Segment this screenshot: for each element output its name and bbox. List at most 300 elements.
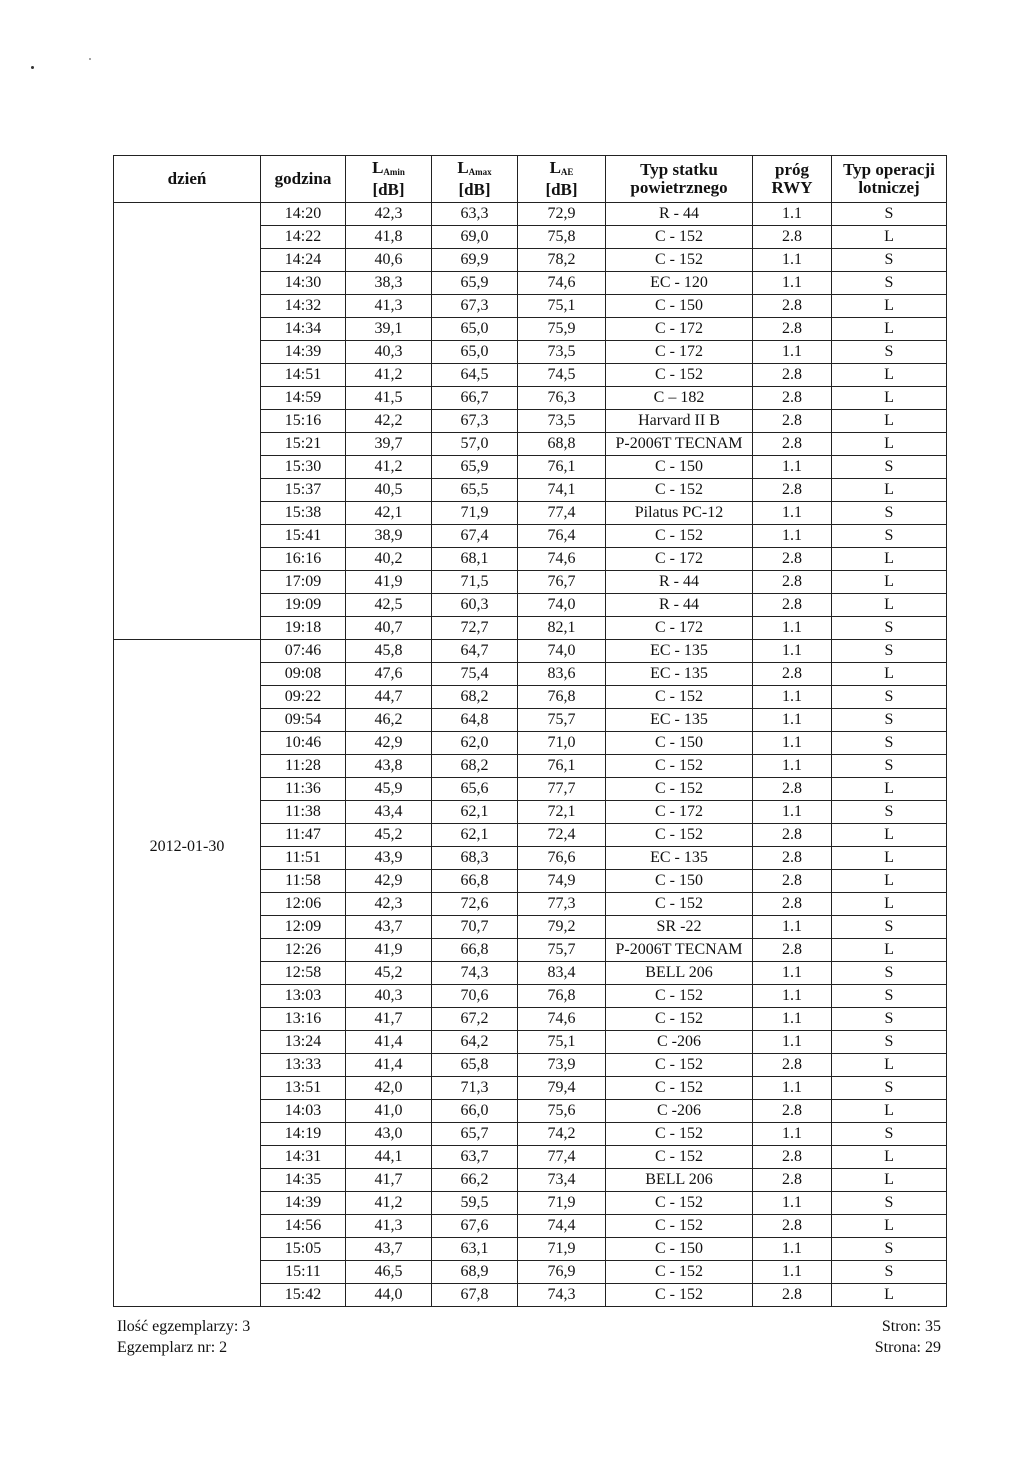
lamin-cell: 41,7: [346, 1008, 432, 1031]
operation-cell: S: [832, 617, 947, 640]
lae-cell: 77,3: [518, 893, 606, 916]
aircraft-cell: BELL 206: [606, 962, 753, 985]
lae-cell: 83,6: [518, 663, 606, 686]
runway-cell: 1.1: [753, 1031, 832, 1054]
runway-cell: 2.8: [753, 1054, 832, 1077]
aircraft-cell: C - 152: [606, 1123, 753, 1146]
lamax-cell: 68,9: [432, 1261, 518, 1284]
lae-cell: 74,3: [518, 1284, 606, 1307]
time-cell: 14:51: [261, 364, 346, 387]
operation-cell: L: [832, 571, 947, 594]
lamax-cell: 63,7: [432, 1146, 518, 1169]
aircraft-cell: R - 44: [606, 203, 753, 226]
lae-cell: 71,9: [518, 1192, 606, 1215]
aircraft-cell: C - 152: [606, 479, 753, 502]
noise-measurement-table: [113, 155, 947, 1307]
table-row: [114, 640, 947, 663]
lae-cell: 74,5: [518, 364, 606, 387]
runway-cell: 2.8: [753, 594, 832, 617]
lamax-cell: 71,3: [432, 1077, 518, 1100]
operation-cell: S: [832, 1261, 947, 1284]
lae-cell: 74,9: [518, 870, 606, 893]
operation-cell: L: [832, 433, 947, 456]
aircraft-cell: C - 152: [606, 893, 753, 916]
time-cell: 14:39: [261, 1192, 346, 1215]
runway-cell: 1.1: [753, 1077, 832, 1100]
operation-cell: S: [832, 525, 947, 548]
operation-cell: L: [832, 824, 947, 847]
runway-cell: 1.1: [753, 985, 832, 1008]
time-cell: 15:30: [261, 456, 346, 479]
table-body: [114, 203, 947, 1307]
operation-cell: L: [832, 1169, 947, 1192]
time-cell: 07:46: [261, 640, 346, 663]
aircraft-cell: C - 152: [606, 1054, 753, 1077]
lamax-cell: 65,8: [432, 1054, 518, 1077]
time-cell: 14:20: [261, 203, 346, 226]
time-cell: 15:42: [261, 1284, 346, 1307]
lae-cell: 73,4: [518, 1169, 606, 1192]
lamax-cell: 65,0: [432, 318, 518, 341]
lae-cell: 74,6: [518, 1008, 606, 1031]
lamin-cell: 40,3: [346, 341, 432, 364]
operation-cell: S: [832, 203, 947, 226]
operation-cell: S: [832, 732, 947, 755]
aircraft-cell: C - 150: [606, 295, 753, 318]
time-cell: 14:31: [261, 1146, 346, 1169]
time-cell: 13:24: [261, 1031, 346, 1054]
lamax-cell: 65,9: [432, 456, 518, 479]
lae-cell: 77,4: [518, 1146, 606, 1169]
time-cell: 17:09: [261, 571, 346, 594]
operation-cell: S: [832, 755, 947, 778]
lamin-cell: 44,0: [346, 1284, 432, 1307]
lamin-cell: 42,9: [346, 870, 432, 893]
runway-cell: 2.8: [753, 1215, 832, 1238]
lamax-cell: 75,4: [432, 663, 518, 686]
lamax-cell: 66,8: [432, 939, 518, 962]
lamax-cell: 65,6: [432, 778, 518, 801]
lamax-cell: 63,1: [432, 1238, 518, 1261]
lamin-cell: 40,5: [346, 479, 432, 502]
time-cell: 15:05: [261, 1238, 346, 1261]
lae-cell: 75,8: [518, 226, 606, 249]
operation-cell: S: [832, 502, 947, 525]
lae-cell: 75,1: [518, 295, 606, 318]
runway-cell: 1.1: [753, 341, 832, 364]
time-cell: 09:22: [261, 686, 346, 709]
lae-cell: 75,9: [518, 318, 606, 341]
aircraft-cell: P-2006T TECNAM: [606, 939, 753, 962]
operation-cell: S: [832, 985, 947, 1008]
lamin-cell: 40,3: [346, 985, 432, 1008]
lamin-cell: 41,2: [346, 364, 432, 387]
runway-cell: 1.1: [753, 249, 832, 272]
lamin-cell: 42,3: [346, 893, 432, 916]
time-cell: 14:59: [261, 387, 346, 410]
runway-cell: 2.8: [753, 870, 832, 893]
runway-cell: 2.8: [753, 387, 832, 410]
runway-cell: 1.1: [753, 272, 832, 295]
lae-cell: 76,4: [518, 525, 606, 548]
aircraft-cell: C - 172: [606, 318, 753, 341]
time-cell: 15:11: [261, 1261, 346, 1284]
lae-cell: 73,9: [518, 1054, 606, 1077]
aircraft-cell: EC - 135: [606, 663, 753, 686]
lamin-cell: 46,2: [346, 709, 432, 732]
lamax-cell: 71,5: [432, 571, 518, 594]
runway-cell: 2.8: [753, 548, 832, 571]
aircraft-cell: EC - 135: [606, 847, 753, 870]
runway-cell: 2.8: [753, 479, 832, 502]
aircraft-cell: Pilatus PC-12: [606, 502, 753, 525]
lae-cell: 68,8: [518, 433, 606, 456]
day-cell: 2012-01-30: [114, 640, 261, 1307]
lamin-cell: 45,9: [346, 778, 432, 801]
lamin-cell: 38,9: [346, 525, 432, 548]
time-cell: 12:09: [261, 916, 346, 939]
time-cell: 15:41: [261, 525, 346, 548]
lamin-cell: 42,5: [346, 594, 432, 617]
operation-cell: L: [832, 939, 947, 962]
footer-right: [875, 1316, 941, 1358]
aircraft-cell: C - 152: [606, 1284, 753, 1307]
header-lamin: $L_{Amin}$ [dB]: [346, 156, 432, 203]
lae-cell: 73,5: [518, 410, 606, 433]
lamin-cell: 41,3: [346, 1215, 432, 1238]
lamax-cell: 69,9: [432, 249, 518, 272]
lamax-cell: 71,9: [432, 502, 518, 525]
operation-cell: L: [832, 1284, 947, 1307]
aircraft-cell: C -206: [606, 1031, 753, 1054]
operation-cell: S: [832, 801, 947, 824]
aircraft-cell: C - 152: [606, 755, 753, 778]
lae-cell: 74,4: [518, 1215, 606, 1238]
runway-cell: 1.1: [753, 916, 832, 939]
time-cell: 14:03: [261, 1100, 346, 1123]
lae-cell: 79,4: [518, 1077, 606, 1100]
lae-cell: 75,7: [518, 709, 606, 732]
time-cell: 14:35: [261, 1169, 346, 1192]
aircraft-cell: C - 152: [606, 249, 753, 272]
operation-cell: S: [832, 1192, 947, 1215]
aircraft-cell: C - 152: [606, 1192, 753, 1215]
lamax-cell: 68,2: [432, 755, 518, 778]
lamin-cell: 40,7: [346, 617, 432, 640]
lamax-cell: 65,9: [432, 272, 518, 295]
operation-cell: L: [832, 594, 947, 617]
header-operation-type: Typ operacji lotniczej: [832, 156, 947, 203]
lamax-cell: 64,7: [432, 640, 518, 663]
aircraft-cell: Harvard II B: [606, 410, 753, 433]
operation-cell: S: [832, 249, 947, 272]
runway-cell: 2.8: [753, 226, 832, 249]
lamin-cell: 43,9: [346, 847, 432, 870]
operation-cell: S: [832, 1077, 947, 1100]
time-cell: 19:09: [261, 594, 346, 617]
time-cell: 15:16: [261, 410, 346, 433]
lae-cell: 76,8: [518, 686, 606, 709]
operation-cell: L: [832, 663, 947, 686]
lamin-cell: 45,2: [346, 962, 432, 985]
operation-cell: L: [832, 1146, 947, 1169]
runway-cell: 1.1: [753, 1123, 832, 1146]
operation-cell: L: [832, 364, 947, 387]
runway-cell: 1.1: [753, 617, 832, 640]
time-cell: 13:33: [261, 1054, 346, 1077]
lamax-cell: 64,8: [432, 709, 518, 732]
lamax-cell: 68,2: [432, 686, 518, 709]
operation-cell: L: [832, 548, 947, 571]
aircraft-cell: EC - 120: [606, 272, 753, 295]
lae-cell: 82,1: [518, 617, 606, 640]
time-cell: 16:16: [261, 548, 346, 571]
time-cell: 11:28: [261, 755, 346, 778]
time-cell: 15:37: [261, 479, 346, 502]
runway-cell: 2.8: [753, 778, 832, 801]
lae-cell: 77,4: [518, 502, 606, 525]
header-runway-threshold: próg RWY: [753, 156, 832, 203]
runway-cell: 2.8: [753, 1169, 832, 1192]
time-cell: 10:46: [261, 732, 346, 755]
lamin-cell: 39,7: [346, 433, 432, 456]
operation-cell: S: [832, 1008, 947, 1031]
lamin-cell: 41,9: [346, 571, 432, 594]
lamax-cell: 62,1: [432, 824, 518, 847]
lae-cell: 73,5: [518, 341, 606, 364]
time-cell: 14:19: [261, 1123, 346, 1146]
time-cell: 11:36: [261, 778, 346, 801]
operation-cell: L: [832, 410, 947, 433]
header-lamax: $L_{Amax}$ [dB]: [432, 156, 518, 203]
lamax-cell: 65,7: [432, 1123, 518, 1146]
lae-cell: 74,6: [518, 272, 606, 295]
time-cell: 14:32: [261, 295, 346, 318]
operation-cell: L: [832, 226, 947, 249]
lamin-cell: 38,3: [346, 272, 432, 295]
lamax-cell: 69,0: [432, 226, 518, 249]
time-cell: 13:03: [261, 985, 346, 1008]
aircraft-cell: C - 152: [606, 778, 753, 801]
operation-cell: S: [832, 640, 947, 663]
runway-cell: 1.1: [753, 801, 832, 824]
lamax-cell: 67,3: [432, 410, 518, 433]
lamax-cell: 70,7: [432, 916, 518, 939]
lae-cell: 83,4: [518, 962, 606, 985]
runway-cell: 2.8: [753, 893, 832, 916]
table-row: [114, 203, 947, 226]
aircraft-cell: P-2006T TECNAM: [606, 433, 753, 456]
aircraft-cell: C - 152: [606, 985, 753, 1008]
page-number: Strona: 29: [874, 1339, 941, 1356]
aircraft-cell: C - 152: [606, 1008, 753, 1031]
lae-cell: 71,0: [518, 732, 606, 755]
lamin-cell: 42,9: [346, 732, 432, 755]
copy-number: Egzemplarz nr: 2: [117, 1339, 228, 1356]
lae-cell: 76,1: [518, 755, 606, 778]
lamin-cell: 42,0: [346, 1077, 432, 1100]
runway-cell: 1.1: [753, 1192, 832, 1215]
runway-cell: 1.1: [753, 962, 832, 985]
operation-cell: S: [832, 916, 947, 939]
runway-cell: 2.8: [753, 824, 832, 847]
lamin-cell: 43,0: [346, 1123, 432, 1146]
lamax-cell: 68,1: [432, 548, 518, 571]
runway-cell: 1.1: [753, 1261, 832, 1284]
lamax-cell: 67,6: [432, 1215, 518, 1238]
runway-cell: 2.8: [753, 939, 832, 962]
lae-cell: 75,7: [518, 939, 606, 962]
operation-cell: L: [832, 318, 947, 341]
time-cell: 11:47: [261, 824, 346, 847]
aircraft-cell: C - 152: [606, 824, 753, 847]
lamax-cell: 64,5: [432, 364, 518, 387]
copies-count: Ilość egzemplarzy: 3: [117, 1318, 251, 1335]
operation-cell: S: [832, 1123, 947, 1146]
lamax-cell: 66,2: [432, 1169, 518, 1192]
time-cell: 14:39: [261, 341, 346, 364]
operation-cell: L: [832, 778, 947, 801]
lae-cell: 76,7: [518, 571, 606, 594]
time-cell: 09:54: [261, 709, 346, 732]
runway-cell: 2.8: [753, 1284, 832, 1307]
runway-cell: 1.1: [753, 709, 832, 732]
lae-cell: 79,2: [518, 916, 606, 939]
time-cell: 11:38: [261, 801, 346, 824]
runway-cell: 1.1: [753, 686, 832, 709]
aircraft-cell: C - 152: [606, 226, 753, 249]
lamax-cell: 66,0: [432, 1100, 518, 1123]
time-cell: 13:51: [261, 1077, 346, 1100]
operation-cell: L: [832, 1054, 947, 1077]
lamax-cell: 57,0: [432, 433, 518, 456]
lamin-cell: 45,8: [346, 640, 432, 663]
aircraft-cell: C - 152: [606, 1146, 753, 1169]
operation-cell: L: [832, 870, 947, 893]
pages-total: Stron: 35: [881, 1318, 941, 1335]
runway-cell: 1.1: [753, 755, 832, 778]
lamin-cell: 44,1: [346, 1146, 432, 1169]
aircraft-cell: C - 172: [606, 617, 753, 640]
lamax-cell: 65,5: [432, 479, 518, 502]
time-cell: 13:16: [261, 1008, 346, 1031]
lamax-cell: 67,8: [432, 1284, 518, 1307]
runway-cell: 2.8: [753, 1100, 832, 1123]
lamax-cell: 72,7: [432, 617, 518, 640]
aircraft-cell: C - 150: [606, 870, 753, 893]
lamin-cell: 47,6: [346, 663, 432, 686]
lamax-cell: 64,2: [432, 1031, 518, 1054]
lamax-cell: 68,3: [432, 847, 518, 870]
aircraft-cell: BELL 206: [606, 1169, 753, 1192]
footer-left: [117, 1316, 250, 1358]
time-cell: 15:38: [261, 502, 346, 525]
lae-cell: 71,9: [518, 1238, 606, 1261]
operation-cell: L: [832, 387, 947, 410]
time-cell: 19:18: [261, 617, 346, 640]
lamin-cell: 41,2: [346, 456, 432, 479]
lamin-cell: 40,2: [346, 548, 432, 571]
lamin-cell: 43,7: [346, 1238, 432, 1261]
runway-cell: 1.1: [753, 502, 832, 525]
runway-cell: 2.8: [753, 318, 832, 341]
lamin-cell: 41,4: [346, 1031, 432, 1054]
runway-cell: 2.8: [753, 410, 832, 433]
aircraft-cell: C - 172: [606, 341, 753, 364]
lae-cell: 72,4: [518, 824, 606, 847]
lamax-cell: 59,5: [432, 1192, 518, 1215]
lamin-cell: 41,9: [346, 939, 432, 962]
lamin-cell: 44,7: [346, 686, 432, 709]
lamax-cell: 66,7: [432, 387, 518, 410]
time-cell: 14:56: [261, 1215, 346, 1238]
time-cell: 15:21: [261, 433, 346, 456]
lamin-cell: 40,6: [346, 249, 432, 272]
aircraft-cell: C - 152: [606, 1261, 753, 1284]
time-cell: 11:58: [261, 870, 346, 893]
lae-cell: 74,2: [518, 1123, 606, 1146]
lae-cell: 78,2: [518, 249, 606, 272]
aircraft-cell: SR -22: [606, 916, 753, 939]
lamin-cell: 43,7: [346, 916, 432, 939]
lae-cell: 74,0: [518, 640, 606, 663]
operation-cell: S: [832, 962, 947, 985]
header-row: [114, 156, 947, 203]
runway-cell: 2.8: [753, 1146, 832, 1169]
aircraft-cell: C - 172: [606, 801, 753, 824]
lae-cell: 77,7: [518, 778, 606, 801]
lamax-cell: 62,1: [432, 801, 518, 824]
aircraft-cell: R - 44: [606, 594, 753, 617]
aircraft-cell: C - 172: [606, 548, 753, 571]
operation-cell: S: [832, 1238, 947, 1261]
operation-cell: L: [832, 295, 947, 318]
aircraft-cell: C - 150: [606, 456, 753, 479]
lamax-cell: 70,6: [432, 985, 518, 1008]
operation-cell: S: [832, 272, 947, 295]
aircraft-cell: C - 150: [606, 1238, 753, 1261]
lae-cell: 76,8: [518, 985, 606, 1008]
lamin-cell: 41,4: [346, 1054, 432, 1077]
lamin-cell: 43,8: [346, 755, 432, 778]
header-time: godzina: [261, 156, 346, 203]
lamin-cell: 43,4: [346, 801, 432, 824]
lamax-cell: 67,2: [432, 1008, 518, 1031]
lamin-cell: 41,2: [346, 1192, 432, 1215]
time-cell: 14:24: [261, 249, 346, 272]
operation-cell: L: [832, 1100, 947, 1123]
time-cell: 12:06: [261, 893, 346, 916]
lamax-cell: 60,3: [432, 594, 518, 617]
aircraft-cell: C - 152: [606, 525, 753, 548]
aircraft-cell: C - 152: [606, 686, 753, 709]
runway-cell: 2.8: [753, 571, 832, 594]
lamin-cell: 39,1: [346, 318, 432, 341]
lamin-cell: 42,2: [346, 410, 432, 433]
operation-cell: S: [832, 709, 947, 732]
time-cell: 14:30: [261, 272, 346, 295]
time-cell: 14:22: [261, 226, 346, 249]
lamax-cell: 65,0: [432, 341, 518, 364]
time-cell: 12:26: [261, 939, 346, 962]
aircraft-cell: C - 152: [606, 364, 753, 387]
lae-cell: 74,0: [518, 594, 606, 617]
runway-cell: 1.1: [753, 732, 832, 755]
aircraft-cell: C - 152: [606, 1215, 753, 1238]
operation-cell: L: [832, 893, 947, 916]
runway-cell: 2.8: [753, 364, 832, 387]
lamin-cell: 42,3: [346, 203, 432, 226]
